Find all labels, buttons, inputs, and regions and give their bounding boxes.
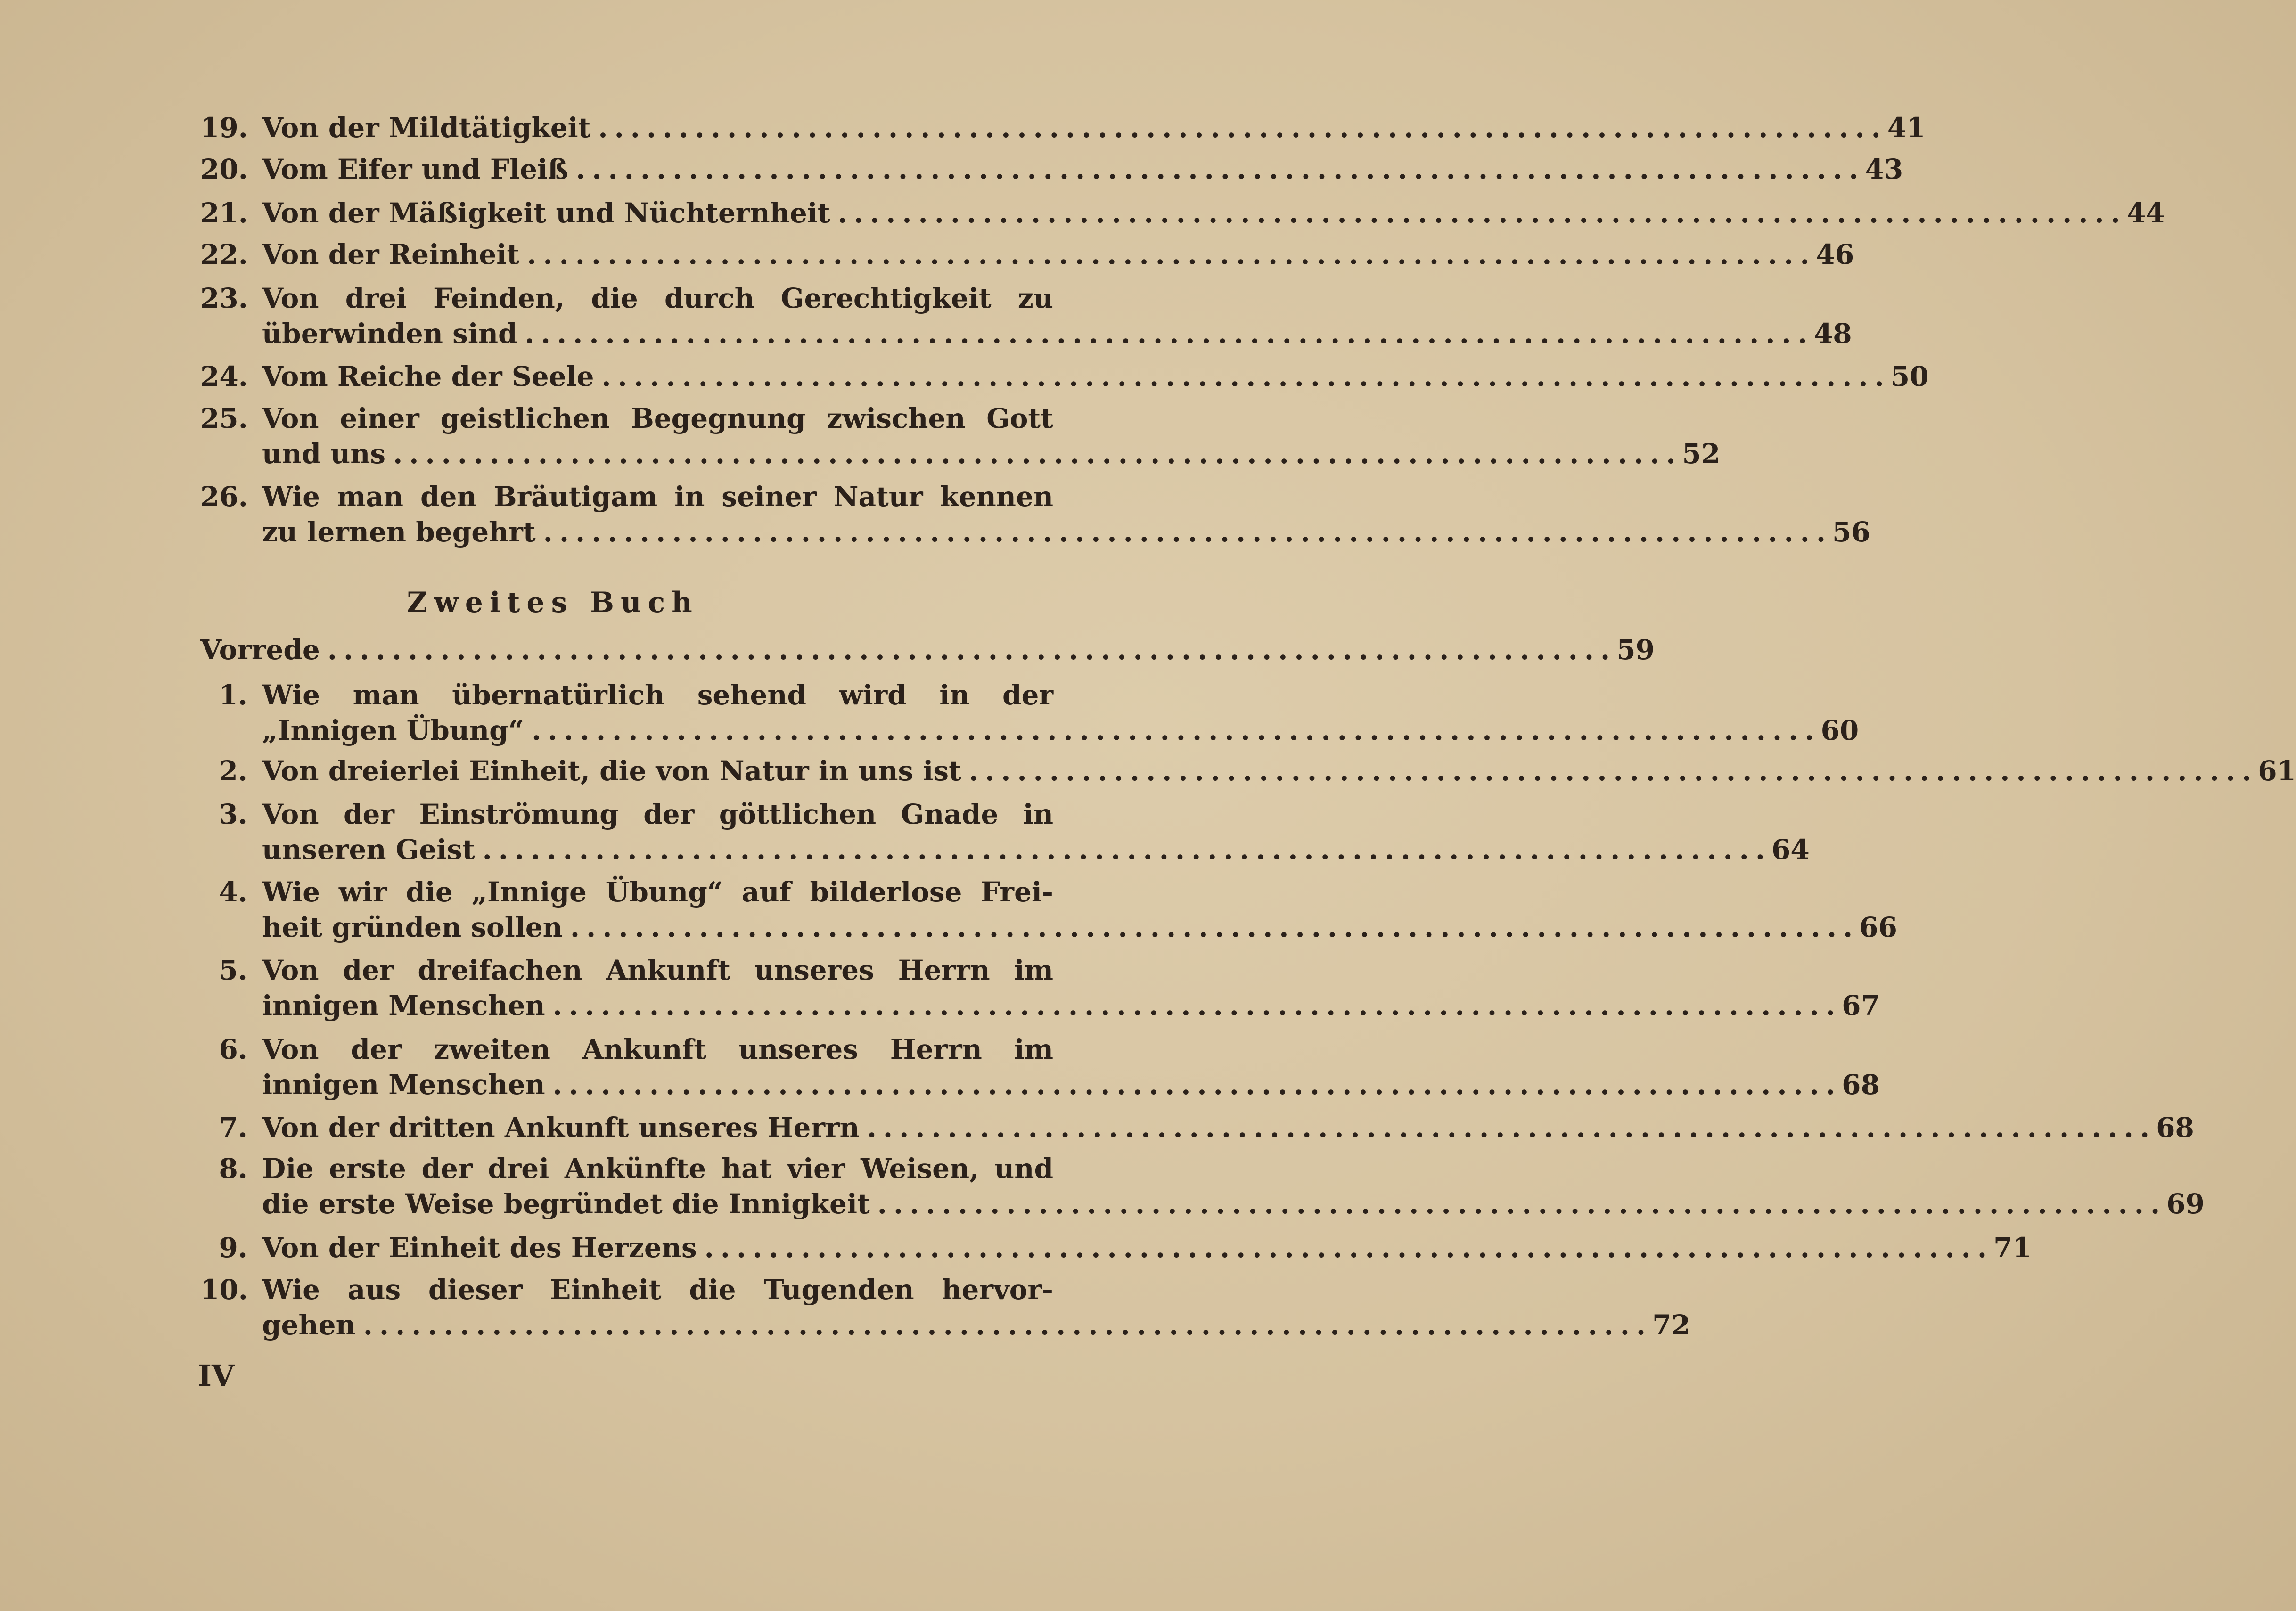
dot-leader: ................................................................................ xyxy=(598,112,1887,144)
entry-title: Vom Reiche der Seele xyxy=(262,360,594,393)
entry-page: 72 xyxy=(1652,1309,1690,1341)
entry-title: Von der Mildtätigkeit xyxy=(262,112,591,144)
entry-page: 43 xyxy=(1865,153,1903,185)
entry-page: 60 xyxy=(1820,714,1859,746)
toc-entry xyxy=(200,753,2296,789)
page-number: IV xyxy=(198,1358,235,1393)
entry-number: 22. xyxy=(200,238,248,270)
dot-leader: ................................................................................ xyxy=(552,1069,1842,1101)
toc-entry xyxy=(200,479,1870,550)
dot-leader: ................................................................................ xyxy=(601,360,1891,393)
entry-title: Von drei Feinden, die durch Gerechtigkeit zu xyxy=(262,282,1053,314)
entry-title: Von der dritten Ankunft unseres Herrn xyxy=(262,1112,860,1144)
dot-leader: ................................................................................ xyxy=(968,755,2258,787)
entry-title: Von der Einströmung der göttlichen Gnade in xyxy=(262,798,1053,830)
dot-leader: ................................................................................ xyxy=(867,1112,2157,1144)
toc-entry xyxy=(200,152,1903,187)
dot-leader: ................................................................................ xyxy=(327,634,1617,666)
dot-leader: ................................................................................ xyxy=(527,238,1816,270)
dot-leader: ................................................................................ xyxy=(877,1188,2167,1220)
toc-entry xyxy=(200,875,1897,945)
toc-entry xyxy=(200,110,1926,146)
entry-page: 46 xyxy=(1816,238,1854,270)
entry-number: 8. xyxy=(219,1153,247,1185)
entry-number: 3. xyxy=(219,798,247,830)
entry-title: Wie wir die „Innige Übung“ auf bilderlose Frei- xyxy=(262,876,1053,908)
entry-page: 68 xyxy=(1842,1069,1880,1101)
entry-title: Die erste der drei Ankünfte hat vier Weisen, und xyxy=(262,1153,1053,1185)
entry-title: „Innigen Übung“ xyxy=(262,714,525,746)
dot-leader: ................................................................................ xyxy=(704,1232,1994,1264)
toc-entry xyxy=(200,359,1929,394)
entry-number: 21. xyxy=(200,197,248,229)
toc-entry xyxy=(200,1032,1880,1103)
entry-title: und uns xyxy=(262,438,386,470)
toc-entry xyxy=(200,1110,2194,1145)
toc-entry xyxy=(200,797,1810,867)
entry-number: 5. xyxy=(219,954,247,986)
entry-number: 20. xyxy=(200,153,248,185)
entry-title: Von einer geistlichen Begegnung zwischen Gott xyxy=(262,402,1053,434)
entry-page: 64 xyxy=(1771,834,1810,866)
entry-title: unseren Geist xyxy=(262,834,475,866)
dot-leader: ................................................................................ xyxy=(482,834,1772,866)
entry-number: 7. xyxy=(219,1112,247,1144)
entry-number: 23. xyxy=(200,282,248,314)
entry-page: 56 xyxy=(1832,516,1870,548)
entry-number: 4. xyxy=(219,876,247,908)
entry-title: Von dreierlei Einheit, die von Natur in uns ist xyxy=(262,755,961,787)
entry-number: 9. xyxy=(219,1232,247,1264)
toc-entry xyxy=(200,678,1859,748)
toc-entry xyxy=(200,196,2165,231)
entry-number: 1. xyxy=(219,679,247,711)
entry-title: Vorrede xyxy=(200,634,320,666)
entry-number: 2. xyxy=(219,755,247,787)
dot-leader: ................................................................................ xyxy=(570,911,1860,943)
entry-title: heit gründen sollen xyxy=(262,911,563,943)
entry-page: 69 xyxy=(2166,1188,2205,1220)
toc-entry xyxy=(200,281,1852,352)
toc-entry xyxy=(200,401,1721,472)
entry-title: Von der Einheit des Herzens xyxy=(262,1232,697,1264)
entry-page: 59 xyxy=(1616,634,1655,666)
entry-title: Von der zweiten Ankunft unseres Herrn im xyxy=(262,1033,1053,1065)
toc-entry xyxy=(200,1151,2205,1222)
entry-page: 52 xyxy=(1682,438,1721,470)
entry-title: gehen xyxy=(262,1309,356,1341)
entry-title: Von der Reinheit xyxy=(262,238,520,270)
dot-leader: ................................................................................ xyxy=(552,989,1842,1022)
entry-number: 26. xyxy=(200,481,248,513)
entry-title: Wie man den Bräutigam in seiner Natur kennen xyxy=(262,481,1053,513)
toc-entry xyxy=(200,1230,2032,1266)
entry-title: Von der Mäßigkeit und Nüchternheit xyxy=(262,197,830,229)
toc-entry xyxy=(200,237,1854,272)
toc-entry xyxy=(200,953,1880,1023)
dot-leader: ................................................................................ xyxy=(363,1309,1653,1341)
dot-leader: ................................................................................ xyxy=(543,516,1833,548)
entry-page: 48 xyxy=(1813,318,1852,350)
entry-number: 24. xyxy=(200,360,248,393)
entry-title: Von der dreifachen Ankunft unseres Herrn im xyxy=(262,954,1053,986)
entry-title: innigen Menschen xyxy=(262,1069,545,1101)
entry-number: 10. xyxy=(200,1274,248,1306)
entry-title: Wie aus dieser Einheit die Tugenden hervor- xyxy=(262,1274,1053,1306)
entry-title: die erste Weise begründet die Innigkeit xyxy=(262,1188,870,1220)
entry-number: 19. xyxy=(200,112,248,144)
entry-page: 67 xyxy=(1842,989,1880,1022)
dot-leader: ................................................................................ xyxy=(576,153,1865,185)
entry-page: 44 xyxy=(2126,197,2165,229)
dot-leader: ................................................................................ xyxy=(525,318,1814,350)
entry-page: 61 xyxy=(2258,755,2296,787)
entry-title: Wie man übernatürlich sehend wird in der xyxy=(262,679,1053,711)
entry-title: überwinden sind xyxy=(262,318,517,350)
entry-title: innigen Menschen xyxy=(262,989,545,1022)
toc-entry xyxy=(200,632,1655,668)
entry-title: zu lernen begehrt xyxy=(262,516,536,548)
entry-number: 6. xyxy=(219,1033,247,1065)
dot-leader: ................................................................................ xyxy=(532,714,1821,746)
section-heading: Zweites Buch xyxy=(407,586,699,619)
dot-leader: ................................................................................ xyxy=(393,438,1682,470)
entry-page: 41 xyxy=(1887,112,1926,144)
entry-page: 68 xyxy=(2156,1112,2194,1144)
entry-title: Vom Eifer und Fleiß xyxy=(262,153,569,185)
entry-number: 25. xyxy=(200,402,248,434)
toc-entry xyxy=(200,1272,1690,1343)
entry-page: 66 xyxy=(1859,911,1897,943)
entry-page: 50 xyxy=(1890,360,1929,393)
entry-page: 71 xyxy=(1993,1232,2032,1264)
dot-leader: ................................................................................ xyxy=(837,197,2127,229)
